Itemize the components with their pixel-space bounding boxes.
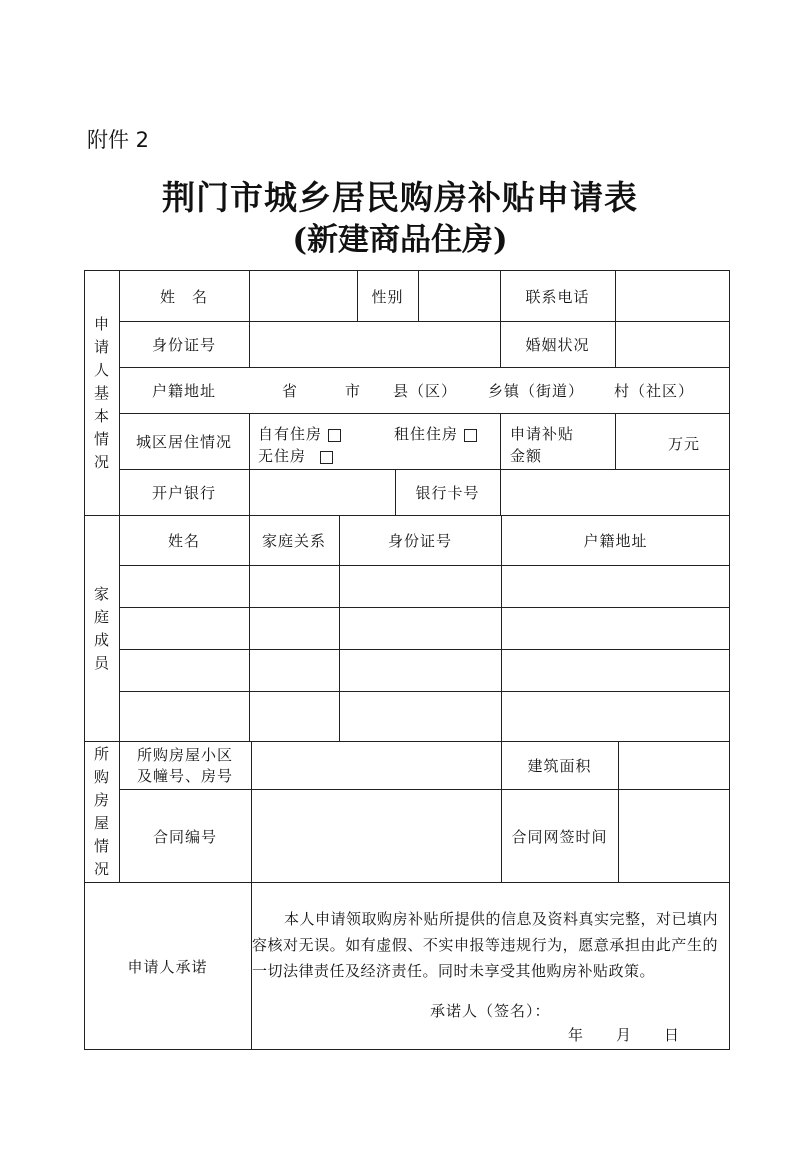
- community-field[interactable]: [251, 741, 501, 790]
- community-label: 所购房屋小区 及幢号、房号: [136, 745, 233, 785]
- id-number-label: 身份证号: [151, 336, 216, 354]
- section-applicant-label: 申 请 人 基 本 情 况: [93, 314, 109, 471]
- family-header-id: 身份证号: [387, 531, 452, 550]
- page-subtitle: (新建商品住房): [292, 222, 508, 258]
- page-title: 荆门市城乡居民购房补贴申请表: [162, 178, 638, 217]
- addr-city: 市: [345, 382, 362, 400]
- id-number-field[interactable]: [249, 321, 500, 368]
- addr-county: 县（区）: [393, 382, 458, 400]
- section-house-label: 所 购 房 屋 情 况: [93, 745, 109, 878]
- family-header-relation: 家庭关系: [261, 531, 326, 550]
- gender-field[interactable]: [418, 270, 500, 322]
- family-header-address: 户籍地址: [583, 531, 648, 550]
- checkbox-none[interactable]: [320, 451, 333, 464]
- addr-village: 村（社区）: [614, 382, 695, 400]
- pledge-text: 本人申请领取购房补贴所提供的信息及资料真实完整，对已填内容核对无误。如有虚假、不实申报等违规行为，愿意承担由此产生的一切法律责任及经济责任。同时未享受其他购房补贴政策。: [252, 910, 719, 980]
- card-label: 银行卡号: [415, 484, 480, 502]
- contract-no-field[interactable]: [251, 789, 501, 883]
- addr-town: 乡镇（街道）: [488, 382, 585, 400]
- option-rent-house[interactable]: 租住住房: [394, 423, 477, 444]
- area-label: 建筑面积: [527, 757, 592, 775]
- name-field[interactable]: [249, 270, 357, 322]
- contract-time-label: 合同网签时间: [511, 827, 608, 846]
- addr-province: 省: [282, 382, 299, 400]
- household-address-label: 户籍地址: [151, 382, 216, 400]
- bank-field[interactable]: [249, 469, 395, 516]
- checkbox-rent[interactable]: [464, 429, 477, 442]
- subsidy-label-2: 金额: [510, 447, 543, 465]
- pledge-date: 年 月 日: [568, 1026, 681, 1044]
- residence-label: 城区居住情况: [135, 433, 232, 451]
- card-field[interactable]: [500, 469, 730, 516]
- name-label: 姓 名: [159, 287, 208, 306]
- contract-no-label: 合同编号: [152, 827, 217, 846]
- marital-field[interactable]: [615, 321, 730, 368]
- bank-label: 开户银行: [151, 484, 216, 502]
- section-family-label: 家 庭 成 员: [93, 584, 109, 672]
- attachment-label: 附件 2: [87, 128, 150, 152]
- pledge-signer: 承诺人（签名）：: [430, 1002, 551, 1020]
- subsidy-label-1: 申请补贴: [510, 425, 575, 443]
- phone-label: 联系电话: [525, 287, 590, 306]
- marital-label: 婚姻状况: [525, 336, 590, 354]
- subsidy-unit: 万元: [668, 435, 701, 453]
- gender-label: 性别: [371, 287, 404, 306]
- pledge-label: 申请人承诺: [127, 957, 208, 976]
- phone-field[interactable]: [615, 270, 730, 322]
- option-no-house[interactable]: 无住房: [258, 445, 333, 466]
- contract-time-field[interactable]: [618, 789, 730, 883]
- checkbox-own[interactable]: [328, 429, 341, 442]
- area-field[interactable]: [618, 741, 730, 790]
- option-own-house[interactable]: 自有住房: [258, 423, 341, 444]
- family-header-name: 姓名: [167, 531, 200, 550]
